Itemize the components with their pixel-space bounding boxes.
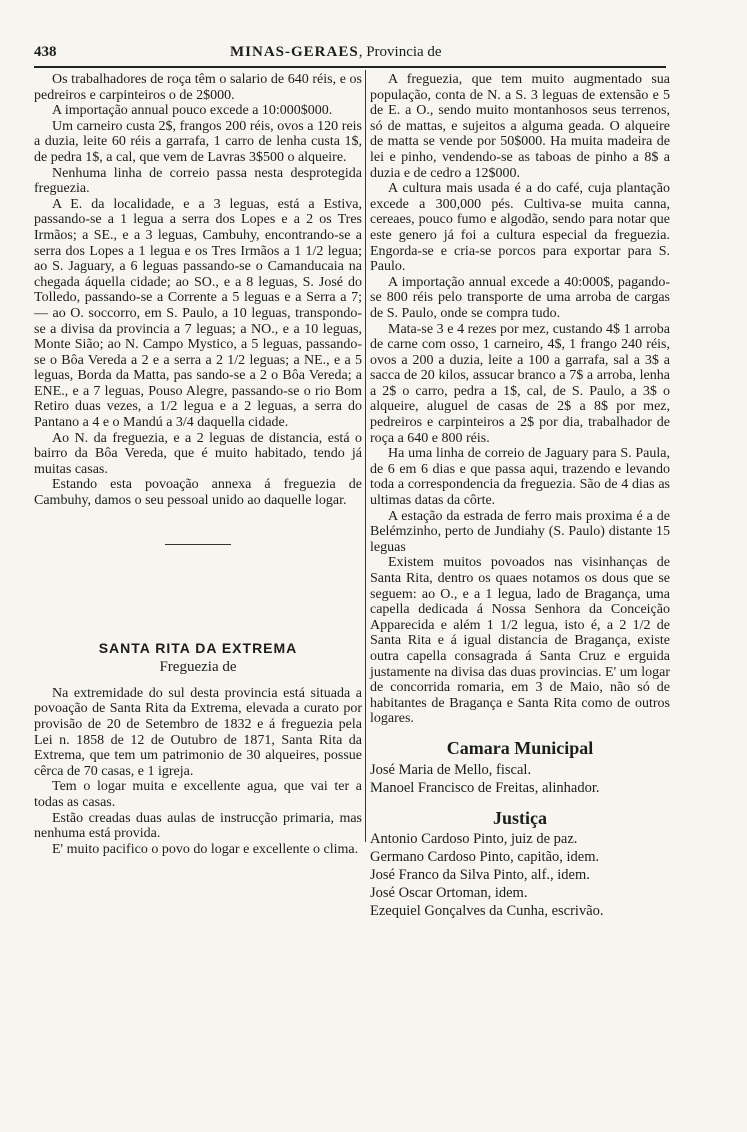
left-column xyxy=(34,72,362,857)
justica-member: Ezequiel Gonçalves da Cunha, escrivão. xyxy=(370,903,604,920)
paragraph: A freguezia, que tem muito augmentado sua população, conta de N. a S. 3 leguas de extensão e 5 de E. a O., sendo muito montanhosos seus terrenos, só de mattas, e sujeitos a alguma geada. O alqueire de matta se vende por 50$000. Ha muita madeira de lei e pinho, vendendo-se as taboas de pinho a 8$ a duzia e de cedro a 12$000. xyxy=(370,72,670,181)
paragraph: E' muito pacifico o povo do logar e excellente o clima. xyxy=(52,841,359,857)
paragraph: Nenhuma linha de correio passa nesta desprotegida freguezia. xyxy=(34,165,362,197)
page-number: 438 xyxy=(34,44,57,60)
page-header xyxy=(34,44,664,66)
section-title: SANTA RITA DA EXTREMA xyxy=(98,639,298,656)
paragraph: Tem o logar muita e excellente agua, que vai ter a todas as casas. xyxy=(34,779,362,810)
paragraph: Estando esta povoação annexa á freguezia de Cambuhy, damos o seu pessoal unido ao daquelle logar. xyxy=(34,477,362,509)
paragraph: Estão creadas duas aulas de instrucção primaria, mas nenhuma está provida. xyxy=(34,810,362,842)
running-head xyxy=(230,44,442,61)
camara-member: José Maria de Mello, fiscal. xyxy=(370,761,532,778)
paragraph: A estação da estrada de ferro mais proxima é a de Belémzinho, perto de Jundiahy (S. Paulo) distante 15 leguas xyxy=(370,508,670,555)
paragraph: A importação annual excede a 40:000$, pagando-se 800 réis pelo transporte de uma arroba de cargas de S. Paulo, onde se compra tudo. xyxy=(370,274,670,321)
paragraph: A importação annual pouco excede a 10:000$000. xyxy=(52,103,333,119)
justica-heading: Justiça xyxy=(493,807,547,828)
camara-member: Manoel Francisco de Freitas, alinhador. xyxy=(370,779,600,796)
running-head-province: , Provincia de xyxy=(358,44,442,60)
right-column xyxy=(370,72,670,920)
running-head-state: MINAS-GERAES xyxy=(230,44,359,60)
paragraph: A E. da localidade, e a 3 leguas, está a Estiva, passando-se a 1 legua a serra dos Lopes e a 2 os Tres Irmãos; a SE., e a 3 leguas, Cambuhy, encontrando-se a serra dos Lopes a 1 legua e os Tres Irmãos a 1 1/2 legua; ao S. Jaguary, a 6 leguas passando-se o Camanducaia na chegada áquella cidade; ao SO., e a 8 leguas, S. José do Tolledo, passando-se a Corrente a 5 leguas e a Serra a 7;— ao O. soccorro, em S. Paulo, a 10 leguas, transpondo-se a divisa da provincia a 7 leguas; a NO., e a 10 leguas, Monte Sião; ao N. Campo Mystico, a 5 leguas, passando-se o Bôa Vereda a 2 e a serra a 2 1/2 leguas; a NE., e a 5 leguas, Borda da Matta, pas sando-se a 2 o Bôa Vereda; a ENE., e a 7 leguas, Pouso Alegre, passando-se o rio Bom Retiro duas vezes, a 1/2 legua e a 2 leguas, a serra do Pantano a 4 e o Mandú a 3/4 daquella cidade. xyxy=(34,196,362,431)
justica-member: Germano Cardoso Pinto, capitão, idem. xyxy=(370,849,600,866)
camara-heading: Camara Municipal xyxy=(446,737,594,758)
paragraph: Ao N. da freguezia, e a 2 leguas de distancia, está o bairro da Bôa Vereda, que é muito habitado, tendo já muitas casas. xyxy=(34,430,362,477)
paragraph: Ha uma linha de correio de Jaguary para S. Paula, de 6 em 6 dias e que passa aqui, trazendo e levando toda a correspondencia da freguezia. São de 4 dias as ultimas datas da côrte. xyxy=(370,446,670,509)
paragraph: Um carneiro custa 2$, frangos 200 réis, ovos a 120 reis a duzia, leite 60 réis a garrafa, 1 carro de lenha custa 1$, de pedra 1$, a cal, que vem de Lavras 3$500 o alqueire. xyxy=(34,118,362,165)
paragraph: A cultura mais usada é a do café, cuja plantação excede a 300,000 pés. Cultiva-se muita canna, cereaes, pouco fumo e algodão, sendo para notar que este genero já foi a cultura especial da freguezia. Engorda-se e cria-se porcos para exportar para S. Paulo. xyxy=(370,181,670,275)
paragraph: Os trabalhadores de roça têm o salario de 640 réis, e os pedreiros e carpinteiros o de 2$000. xyxy=(34,72,362,103)
paragraph: Na extremidade do sul desta provincia está situada a povoação de Santa Rita da Extrema, elevada a curato por provisão de 20 de Setembro de 1832 e á freguezia pela Lei n. 1858 de 12 de Outubro de 1871, Santa Rita da Extrema, que tem um patrimonio de 30 alqueires, possue cêrca de 70 casas, e 1 igreja. xyxy=(34,685,362,779)
header-rule xyxy=(34,66,666,68)
paragraph: Mata-se 3 e 4 rezes por mez, custando 4$ 1 arroba de carne com osso, 1 carneiro, 4$, 1 frango 240 réis, ovos a 200 a duzia, leite a 100 a garrafa, sal a 3$ a sacca de 20 kilos, assucar branco a 7$ a arroba, lenha a 2$ o carro, pedra a 1$, cal, de S. Paulo, a 3$ o alqueire, aluguel de casas de 2$ a 8$ por mez, pedreiros e carpinteiros a 2$ por dia, trabalhador de roça a 640 e 800 réis. xyxy=(370,321,670,446)
column-divider xyxy=(365,70,366,842)
justica-member: José Oscar Ortoman, idem. xyxy=(370,885,528,902)
justica-member: José Franco da Silva Pinto, alf., idem. xyxy=(370,867,590,884)
section-subtitle: Freguezia de xyxy=(159,659,237,676)
justica-member: Antonio Cardoso Pinto, juiz de paz. xyxy=(370,831,578,848)
section-separator xyxy=(165,544,231,545)
paragraph: Existem muitos povoados nas visinhanças de Santa Rita, dentro os quaes notamos os dous que se seguem: ao O., e a 1 legua, lado de Bragança, uma capella dedicada á Nossa Senhora da Conceição Apparecida e além 1 1/2 legua, isto é, a 2 1/2 de Santa Rita e á igual distancia de Bragança, existe outra capella consagrada á Santa Cruz e erguida justamente na divisa das duas provincias. E' um logar de concorrida romaria, em 3 de Maio, não só de habitantes de Bragança e Santa Rita como de outros logares. xyxy=(370,555,670,727)
